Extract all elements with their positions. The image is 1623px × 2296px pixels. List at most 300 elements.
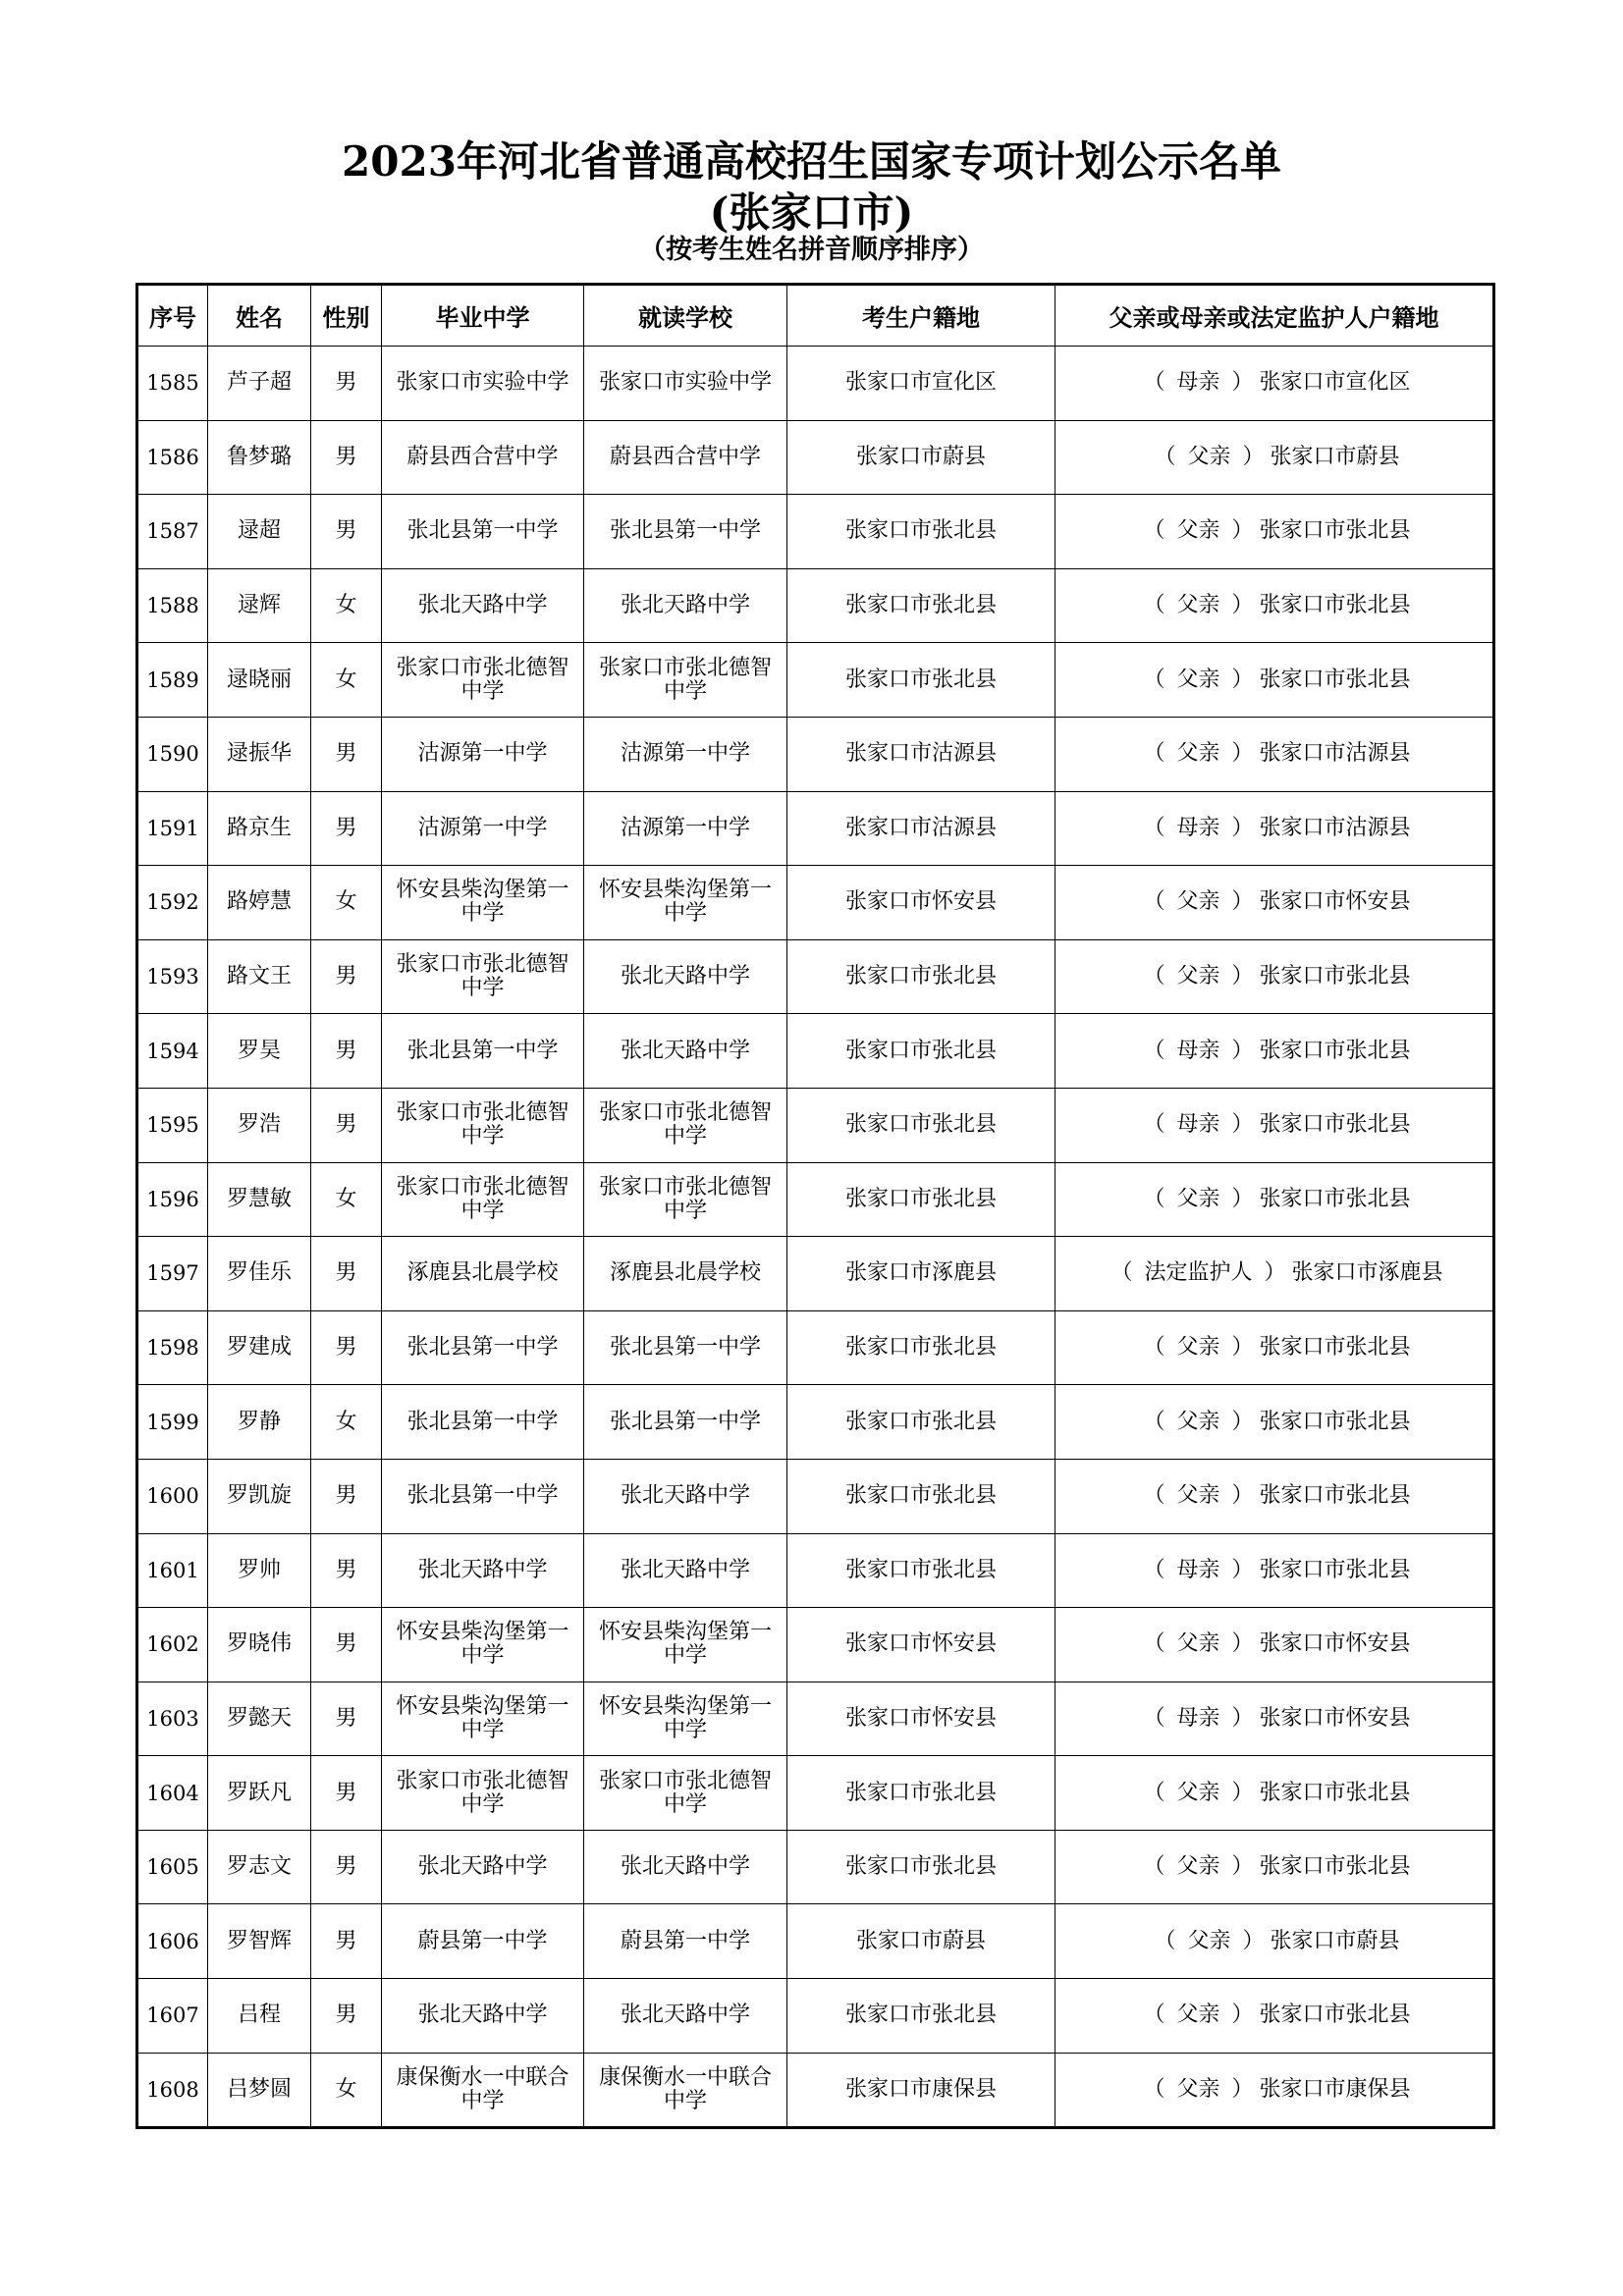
cell-name: 罗浩 [208,1088,311,1162]
table-row [137,420,1494,495]
cell-seq: 1597 [137,1237,208,1311]
guardian-relation: 父亲 [1176,1854,1220,1880]
cell-gender: 男 [311,791,382,866]
paren-close: ） [1231,2002,1254,2028]
cell-guardian-hukou [1055,1904,1494,1979]
cell-seq: 1605 [137,1830,208,1904]
cell-guardian-hukou [1055,568,1494,643]
cell-grad-school: 张家口市张北德智中学 [382,939,584,1014]
cell-hukou: 张家口市宣化区 [787,347,1055,421]
cell-current-school: 张家口市实验中学 [584,347,787,421]
paren-close: ） [1231,889,1254,915]
guardian-relation: 父亲 [1187,444,1231,469]
cell-name: 罗帅 [208,1533,311,1608]
cell-grad-school: 张北县第一中学 [382,495,584,569]
guardian-relation: 母亲 [1176,1112,1220,1138]
table-row [137,1533,1494,1608]
cell-name: 芦子超 [208,347,311,421]
cell-name: 逯超 [208,495,311,569]
cell-grad-school: 张北县第一中学 [382,1385,584,1460]
paren-close: ） [1231,1335,1254,1361]
table-row [137,495,1494,569]
cell-current-school: 张家口市张北德智中学 [584,1756,787,1831]
cell-grad-school: 沽源第一中学 [382,717,584,791]
page-title: 2023年河北省普通高校招生国家专项计划公示名单 [342,137,1281,186]
cell-name: 逯晓丽 [208,643,311,718]
cell-guardian-hukou [1055,717,1494,791]
cell-current-school: 张北县第一中学 [584,495,787,569]
col-header-name: 姓名 [208,285,311,347]
cell-hukou: 张家口市张北县 [787,939,1055,1014]
paren-close: ） [1264,1260,1286,1286]
table-row [137,568,1494,643]
cell-name: 罗佳乐 [208,1237,311,1311]
cell-gender: 男 [311,1608,382,1682]
paren-open: （ [1143,1335,1165,1361]
paren-close: ） [1231,2076,1254,2102]
guardian-relation: 母亲 [1176,1557,1220,1582]
cell-seq: 1592 [137,866,208,940]
cell-grad-school: 怀安县柴沟堡第一中学 [382,1682,584,1756]
cell-grad-school: 张北天路中学 [382,1830,584,1904]
cell-hukou: 张家口市张北县 [787,1310,1055,1385]
paren-open: （ [1143,741,1165,767]
cell-grad-school: 张北县第一中学 [382,1310,584,1385]
cell-grad-school: 张北天路中学 [382,1979,584,2054]
cell-hukou: 张家口市怀安县 [787,1682,1055,1756]
cell-name: 吕程 [208,1979,311,2054]
guardian-location: 张家口市张北县 [1259,1780,1411,1805]
table-row [137,1162,1494,1237]
cell-seq: 1588 [137,568,208,643]
cell-guardian-hukou [1055,1088,1494,1162]
cell-grad-school: 怀安县柴沟堡第一中学 [382,1608,584,1682]
cell-current-school: 张北天路中学 [584,1014,787,1089]
paren-close: ） [1231,667,1254,692]
cell-grad-school: 蔚县西合营中学 [382,420,584,495]
cell-hukou: 张家口市怀安县 [787,1608,1055,1682]
paren-open: （ [1143,1631,1165,1657]
cell-current-school: 张家口市张北德智中学 [584,643,787,718]
guardian-relation: 父亲 [1176,518,1220,544]
table-row [137,1979,1494,2054]
cell-name: 罗跃凡 [208,1756,311,1831]
cell-grad-school: 蔚县第一中学 [382,1904,584,1979]
col-header-hukou: 考生户籍地 [787,285,1055,347]
paren-open: （ [1110,1260,1133,1286]
table-row [137,1088,1494,1162]
cell-name: 吕梦圆 [208,2053,311,2128]
paren-close: ） [1231,370,1254,396]
cell-gender: 男 [311,1682,382,1756]
cell-gender: 女 [311,1162,382,1237]
cell-hukou: 张家口市张北县 [787,1162,1055,1237]
cell-seq: 1593 [137,939,208,1014]
table-row [137,347,1494,421]
cell-guardian-hukou [1055,1310,1494,1385]
cell-name: 罗智辉 [208,1904,311,1979]
guardian-location: 张家口市康保县 [1259,2076,1411,2102]
cell-name: 罗建成 [208,1310,311,1385]
cell-name: 罗静 [208,1385,311,1460]
cell-seq: 1608 [137,2053,208,2128]
table-row [137,1904,1494,1979]
cell-guardian-hukou [1055,1014,1494,1089]
cell-gender: 女 [311,866,382,940]
col-header-current-school: 就读学校 [584,285,787,347]
cell-hukou: 张家口市张北县 [787,568,1055,643]
guardian-relation: 母亲 [1176,1705,1220,1731]
col-header-guardian-hukou: 父亲或母亲或法定监护人户籍地 [1055,285,1494,347]
table-row [137,1459,1494,1533]
cell-hukou: 张家口市张北县 [787,1756,1055,1831]
cell-guardian-hukou [1055,1979,1494,2054]
cell-current-school: 蔚县西合营中学 [584,420,787,495]
cell-gender: 男 [311,495,382,569]
table-row [137,866,1494,940]
guardian-relation: 父亲 [1176,667,1220,692]
guardian-relation: 父亲 [1187,1928,1231,1953]
cell-guardian-hukou [1055,866,1494,940]
paren-close: ） [1231,1780,1254,1805]
guardian-relation: 父亲 [1176,889,1220,915]
cell-current-school: 怀安县柴沟堡第一中学 [584,1608,787,1682]
table-row [137,643,1494,718]
cell-hukou: 张家口市张北县 [787,1459,1055,1533]
guardian-location: 张家口市张北县 [1259,1854,1411,1880]
cell-grad-school: 张家口市张北德智中学 [382,1162,584,1237]
cell-grad-school: 张家口市张北德智中学 [382,1088,584,1162]
cell-seq: 1585 [137,347,208,421]
cell-gender: 男 [311,1310,382,1385]
cell-current-school: 张北天路中学 [584,1459,787,1533]
table-row [137,791,1494,866]
cell-seq: 1594 [137,1014,208,1089]
cell-name: 罗昊 [208,1014,311,1089]
paren-close: ） [1231,1409,1254,1434]
guardian-location: 张家口市张北县 [1259,2002,1411,2028]
guardian-location: 张家口市怀安县 [1259,1631,1411,1657]
cell-name: 鲁梦璐 [208,420,311,495]
cell-guardian-hukou [1055,2053,1494,2128]
guardian-relation: 父亲 [1176,593,1220,618]
cell-name: 路文王 [208,939,311,1014]
paren-close: ） [1231,1705,1254,1731]
guardian-location: 张家口市张北县 [1259,964,1411,989]
cell-guardian-hukou [1055,420,1494,495]
guardian-relation: 父亲 [1176,1780,1220,1805]
cell-guardian-hukou [1055,1533,1494,1608]
paren-close: ） [1231,1557,1254,1582]
cell-seq: 1596 [137,1162,208,1237]
cell-current-school: 张北天路中学 [584,568,787,643]
cell-grad-school: 涿鹿县北晨学校 [382,1237,584,1311]
paren-open: （ [1143,815,1165,840]
guardian-relation: 母亲 [1176,370,1220,396]
cell-guardian-hukou [1055,1162,1494,1237]
guardian-relation: 父亲 [1176,741,1220,767]
paren-open: （ [1143,370,1165,396]
guardian-location: 张家口市张北县 [1259,1112,1411,1138]
cell-gender: 男 [311,1533,382,1608]
cell-gender: 男 [311,1088,382,1162]
cell-guardian-hukou [1055,1237,1494,1311]
cell-grad-school: 张北天路中学 [382,1533,584,1608]
paren-open: （ [1143,2002,1165,2028]
paren-close: ） [1231,815,1254,840]
cell-name: 罗志文 [208,1830,311,1904]
cell-current-school: 张北天路中学 [584,1830,787,1904]
guardian-location: 张家口市张北县 [1259,667,1411,692]
sort-note: （按考生姓名拼音顺序排序） [639,235,984,265]
cell-seq: 1589 [137,643,208,718]
guardian-relation: 父亲 [1176,2076,1220,2102]
cell-gender: 女 [311,568,382,643]
guardian-relation: 父亲 [1176,1631,1220,1657]
paren-close: ） [1231,1483,1254,1509]
guardian-location: 张家口市宣化区 [1259,370,1411,396]
cell-hukou: 张家口市张北县 [787,643,1055,718]
cell-grad-school: 怀安县柴沟堡第一中学 [382,866,584,940]
cell-seq: 1599 [137,1385,208,1460]
paren-open: （ [1154,444,1176,469]
cell-name: 逯辉 [208,568,311,643]
cell-seq: 1601 [137,1533,208,1608]
guardian-location: 张家口市涿鹿县 [1291,1260,1443,1286]
table-body [137,347,1494,2128]
cell-guardian-hukou [1055,939,1494,1014]
paren-open: （ [1143,667,1165,692]
cell-hukou: 张家口市张北县 [787,1088,1055,1162]
paren-open: （ [1143,1112,1165,1138]
city-subtitle: (张家口市) [709,188,914,237]
cell-gender: 男 [311,1904,382,1979]
cell-seq: 1591 [137,791,208,866]
cell-gender: 男 [311,1014,382,1089]
guardian-location: 张家口市张北县 [1259,1335,1411,1361]
guardian-location: 张家口市沽源县 [1259,815,1411,840]
cell-grad-school: 康保衡水一中联合中学 [382,2053,584,2128]
cell-guardian-hukou [1055,1682,1494,1756]
cell-grad-school: 沽源第一中学 [382,791,584,866]
paren-close: ） [1231,593,1254,618]
cell-gender: 男 [311,1979,382,2054]
table-row [137,1014,1494,1089]
cell-seq: 1598 [137,1310,208,1385]
paren-close: ） [1231,518,1254,544]
cell-name: 逯振华 [208,717,311,791]
cell-current-school: 涿鹿县北晨学校 [584,1237,787,1311]
guardian-relation: 母亲 [1176,1038,1220,1063]
table-header-row [137,285,1494,347]
guardian-location: 张家口市张北县 [1259,1409,1411,1434]
table-row [137,1756,1494,1831]
cell-hukou: 张家口市康保县 [787,2053,1055,2128]
cell-hukou: 张家口市蔚县 [787,1904,1055,1979]
col-header-gender: 性别 [311,285,382,347]
cell-gender: 男 [311,420,382,495]
paren-open: （ [1143,1186,1165,1211]
cell-current-school: 康保衡水一中联合中学 [584,2053,787,2128]
roster-table [135,283,1495,2129]
cell-grad-school: 张北县第一中学 [382,1459,584,1533]
paren-close: ） [1231,1038,1254,1063]
cell-guardian-hukou [1055,1608,1494,1682]
guardian-location: 张家口市怀安县 [1259,1705,1411,1731]
cell-name: 罗晓伟 [208,1608,311,1682]
cell-guardian-hukou [1055,1459,1494,1533]
paren-close: ） [1231,1112,1254,1138]
cell-hukou: 张家口市张北县 [787,1014,1055,1089]
cell-guardian-hukou [1055,1385,1494,1460]
cell-seq: 1595 [137,1088,208,1162]
paren-close: ） [1231,1186,1254,1211]
cell-current-school: 怀安县柴沟堡第一中学 [584,866,787,940]
cell-current-school: 张家口市张北德智中学 [584,1162,787,1237]
table-row [137,1385,1494,1460]
paren-open: （ [1143,1705,1165,1731]
cell-guardian-hukou [1055,643,1494,718]
cell-name: 罗慧敏 [208,1162,311,1237]
cell-gender: 女 [311,2053,382,2128]
cell-gender: 男 [311,1237,382,1311]
cell-name: 路京生 [208,791,311,866]
paren-open: （ [1143,593,1165,618]
cell-gender: 女 [311,643,382,718]
cell-seq: 1607 [137,1979,208,2054]
cell-current-school: 张北天路中学 [584,1979,787,2054]
guardian-location: 张家口市蔚县 [1270,444,1400,469]
cell-name: 罗懿天 [208,1682,311,1756]
guardian-location: 张家口市怀安县 [1259,889,1411,915]
guardian-location: 张家口市蔚县 [1270,1928,1400,1953]
cell-current-school: 沽源第一中学 [584,791,787,866]
guardian-location: 张家口市张北县 [1259,1483,1411,1509]
cell-guardian-hukou [1055,347,1494,421]
cell-name: 罗凯旋 [208,1459,311,1533]
cell-seq: 1604 [137,1756,208,1831]
cell-gender: 男 [311,347,382,421]
guardian-relation: 父亲 [1176,1335,1220,1361]
guardian-relation: 父亲 [1176,2002,1220,2028]
cell-hukou: 张家口市张北县 [787,1830,1055,1904]
cell-seq: 1586 [137,420,208,495]
cell-gender: 男 [311,1830,382,1904]
col-header-seq: 序号 [137,285,208,347]
guardian-relation: 母亲 [1176,815,1220,840]
cell-current-school: 沽源第一中学 [584,717,787,791]
cell-hukou: 张家口市蔚县 [787,420,1055,495]
cell-guardian-hukou [1055,791,1494,866]
table-row [137,1310,1494,1385]
guardian-relation: 法定监护人 [1144,1260,1253,1286]
paren-close: ） [1231,1631,1254,1657]
table-row [137,1682,1494,1756]
cell-current-school: 张北天路中学 [584,939,787,1014]
cell-seq: 1587 [137,495,208,569]
table-row [137,939,1494,1014]
cell-hukou: 张家口市沽源县 [787,717,1055,791]
cell-hukou: 张家口市沽源县 [787,791,1055,866]
paren-close: ） [1242,444,1265,469]
guardian-relation: 父亲 [1176,1409,1220,1434]
cell-current-school: 张北县第一中学 [584,1310,787,1385]
paren-open: （ [1143,1854,1165,1880]
cell-guardian-hukou [1055,1830,1494,1904]
cell-hukou: 张家口市张北县 [787,495,1055,569]
paren-open: （ [1143,1780,1165,1805]
cell-current-school: 张家口市张北德智中学 [584,1088,787,1162]
guardian-location: 张家口市张北县 [1259,1186,1411,1211]
guardian-location: 张家口市张北县 [1259,1557,1411,1582]
table-row [137,1608,1494,1682]
cell-current-school: 张北县第一中学 [584,1385,787,1460]
paren-close: ） [1242,1928,1265,1953]
guardian-location: 张家口市沽源县 [1259,741,1411,767]
cell-hukou: 张家口市涿鹿县 [787,1237,1055,1311]
paren-open: （ [1154,1928,1176,1953]
cell-seq: 1590 [137,717,208,791]
paren-open: （ [1143,518,1165,544]
paren-close: ） [1231,741,1254,767]
cell-gender: 女 [311,1385,382,1460]
cell-gender: 男 [311,1756,382,1831]
cell-hukou: 张家口市张北县 [787,1979,1055,2054]
paren-close: ） [1231,1854,1254,1880]
cell-seq: 1602 [137,1608,208,1682]
paren-open: （ [1143,1409,1165,1434]
cell-guardian-hukou [1055,1756,1494,1831]
cell-current-school: 张北天路中学 [584,1533,787,1608]
cell-gender: 男 [311,1459,382,1533]
cell-name: 路婷慧 [208,866,311,940]
paren-open: （ [1143,1038,1165,1063]
paren-open: （ [1143,2076,1165,2102]
table-row [137,1237,1494,1311]
col-header-grad-school: 毕业中学 [382,285,584,347]
cell-seq: 1600 [137,1459,208,1533]
table-row [137,2053,1494,2128]
cell-grad-school: 张家口市张北德智中学 [382,1756,584,1831]
guardian-relation: 父亲 [1176,1483,1220,1509]
cell-grad-school: 张家口市张北德智中学 [382,643,584,718]
cell-seq: 1606 [137,1904,208,1979]
paren-open: （ [1143,1483,1165,1509]
guardian-relation: 父亲 [1176,964,1220,989]
cell-grad-school: 张北县第一中学 [382,1014,584,1089]
cell-current-school: 蔚县第一中学 [584,1904,787,1979]
cell-gender: 男 [311,939,382,1014]
cell-grad-school: 张北天路中学 [382,568,584,643]
cell-hukou: 张家口市张北县 [787,1385,1055,1460]
paren-open: （ [1143,889,1165,915]
table-row [137,717,1494,791]
guardian-location: 张家口市张北县 [1259,518,1411,544]
table-row [137,1830,1494,1904]
paren-open: （ [1143,1557,1165,1582]
cell-hukou: 张家口市张北县 [787,1533,1055,1608]
cell-current-school: 怀安县柴沟堡第一中学 [584,1682,787,1756]
cell-grad-school: 张家口市实验中学 [382,347,584,421]
cell-seq: 1603 [137,1682,208,1756]
guardian-relation: 父亲 [1176,1186,1220,1211]
guardian-location: 张家口市张北县 [1259,593,1411,618]
cell-guardian-hukou [1055,495,1494,569]
guardian-location: 张家口市张北县 [1259,1038,1411,1063]
cell-hukou: 张家口市怀安县 [787,866,1055,940]
paren-open: （ [1143,964,1165,989]
cell-gender: 男 [311,717,382,791]
